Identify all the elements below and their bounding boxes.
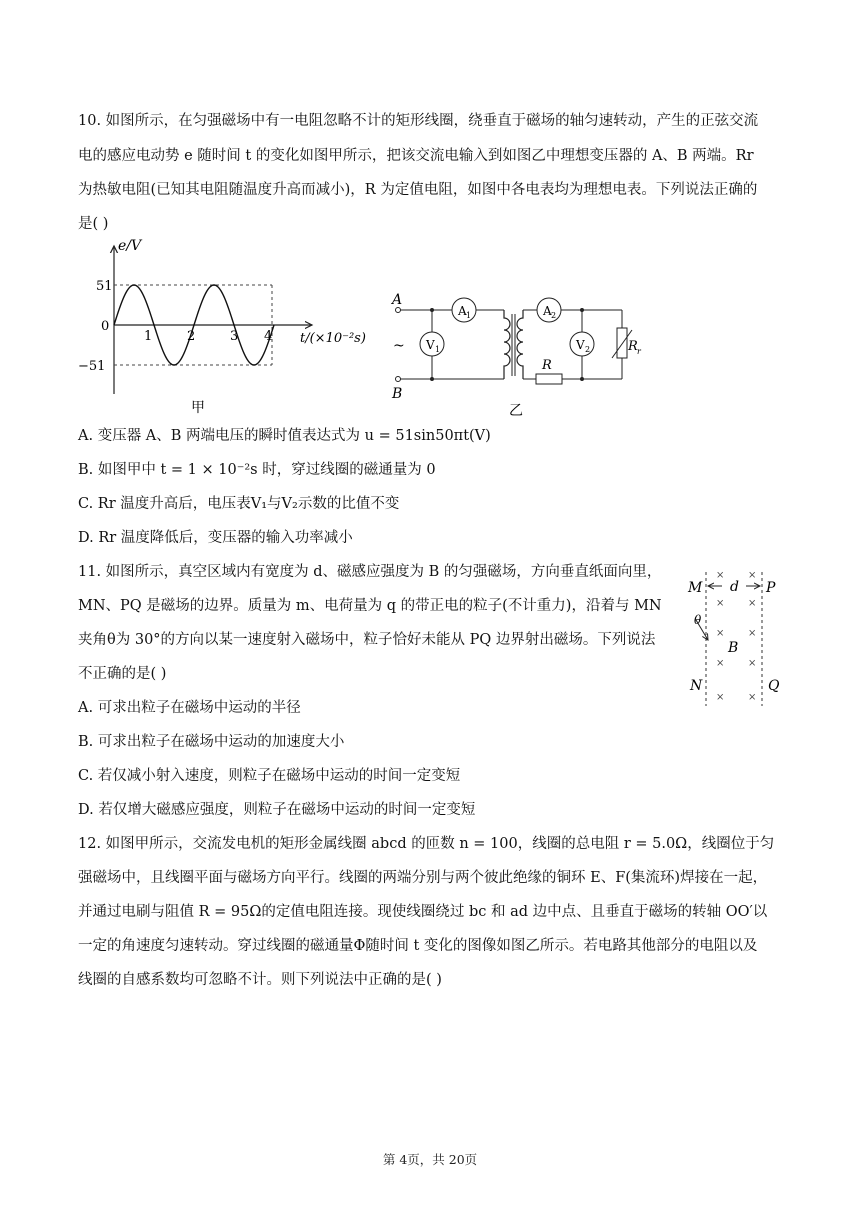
tick-3: 3 <box>230 329 239 344</box>
figure-yi-circuit <box>384 288 660 420</box>
q11-option-c: C. 若仅减小射入速度，则粒子在磁场中运动的时间一定变短 <box>78 768 461 784</box>
thermistor-rr <box>617 328 627 358</box>
q11-option-b: B. 可求出粒子在磁场中运动的加速度大小 <box>78 734 345 750</box>
y-axis-label: e/V <box>118 238 142 254</box>
q12-line-4: 一定的角速度匀速转动。穿过线圈的磁通量Φ随时间 t 变化的图像如图乙所示。若电路其他部分的电阻以及 <box>78 938 758 954</box>
terminal-A-label: A <box>392 292 403 308</box>
field-cross: × <box>748 628 757 639</box>
field-cross: × <box>748 598 757 609</box>
svg-text:V: V <box>426 338 435 352</box>
q10-option-c: C. Rr 温度升高后，电压表V₁与V₂示数的比值不变 <box>78 496 400 512</box>
svg-text:A: A <box>543 304 552 318</box>
field-cross: × <box>748 658 757 669</box>
field-cross: × <box>716 658 725 669</box>
q12-line-2: 强磁场中，且线圈平面与磁场方向平行。线圈的两端分别与两个彼此绝缘的铜环 E、F(集流环)焊接在一起， <box>78 870 768 886</box>
secondary-coil <box>517 310 523 379</box>
caption-jia: 甲 <box>191 400 205 416</box>
ac-source-symbol: ~ <box>393 338 405 354</box>
primary-coil <box>504 310 510 379</box>
terminal-B-label: B <box>392 386 403 402</box>
field-cross: × <box>716 628 725 639</box>
q10-option-a: A. 变压器 A、B 两端电压的瞬时值表达式为 u = 51sin50πt(V) <box>78 428 491 444</box>
field-cross: × <box>748 692 757 703</box>
figure-q11-magnetic-field <box>684 566 794 710</box>
page-footer: 第 4页，共 20页 <box>382 1152 478 1167</box>
q11-line-2: MN、PQ 是磁场的边界。质量为 m、电荷量为 q 的带正电的粒子(不计重力)，沿着与 MN <box>78 598 662 614</box>
svg-text:R: R <box>628 339 638 354</box>
x-axis-label: t/(×10⁻²s) <box>300 331 366 346</box>
q11-line-4: 不正确的是( ) <box>78 666 167 682</box>
q12-line-5: 线圈的自感系数均可忽略不计。则下列说法中正确的是( ) <box>78 972 442 988</box>
svg-text:1: 1 <box>435 345 441 354</box>
q11-option-d: D. 若仅增大磁感应强度，则粒子在磁场中运动的时间一定变短 <box>78 802 476 818</box>
svg-text:2: 2 <box>585 345 591 354</box>
caption-yi: 乙 <box>509 403 523 419</box>
q10-line-4: 是( ) <box>78 216 109 232</box>
svg-text:r: r <box>637 347 641 356</box>
field-cross: × <box>716 570 725 581</box>
y-pos-label: 51 <box>96 279 113 294</box>
svg-text:R: R <box>542 358 552 373</box>
y-neg-label: −51 <box>78 359 106 374</box>
q10-line-2: 电的感应电动势 e 随时间 t 的变化如图甲所示，把该交流电输入到如图乙中理想变压器的 A、B 两端。Rr <box>78 148 754 164</box>
figure-jia-sine-graph <box>74 236 374 420</box>
tick-1: 1 <box>144 329 153 344</box>
svg-text:2: 2 <box>551 311 557 320</box>
q10-option-d: D. Rr 温度降低后，变压器的输入功率减小 <box>78 530 353 546</box>
svg-text:P: P <box>766 580 776 596</box>
field-cross: × <box>748 570 757 581</box>
svg-text:B: B <box>728 640 739 656</box>
q10-line-1: 10. 如图所示，在匀强磁场中有一电阻忽略不计的矩形线圈，绕垂直于磁场的轴匀速转动，产生的正弦交流 <box>78 113 759 129</box>
resistor-r <box>536 374 562 384</box>
q10-line-3: 为热敏电阻(已知其电阻随温度升高而减小)，R 为定值电阻，如图中各电表均为理想电表。下列说法正确的 <box>78 182 758 198</box>
q11-line-1: 11. 如图所示，真空区域内有宽度为 d、磁感应强度为 B 的匀强磁场，方向垂直纸面向里， <box>78 564 662 580</box>
svg-text:V: V <box>576 338 585 352</box>
q12-line-3: 并通过电刷与阻值 R = 95Ω的定值电阻连接。现使线圈绕过 bc 和 ad 边中点、且垂直于磁场的转轴 OO′以 <box>78 904 768 920</box>
field-cross: × <box>716 598 725 609</box>
q12-line-1: 12. 如图甲所示，交流发电机的矩形金属线圈 abcd 的匝数 n = 100，线圈的总电阻 r = 5.0Ω，线圈位于匀 <box>78 836 775 852</box>
q10-option-b: B. 如图甲中 t = 1 × 10⁻²s 时，穿过线圈的磁通量为 0 <box>78 462 436 478</box>
svg-text:M: M <box>688 580 703 596</box>
q11-line-3: 夹角θ为 30°的方向以某一速度射入磁场中，粒子恰好未能从 PQ 边界射出磁场。下列说法 <box>78 632 656 648</box>
svg-text:θ: θ <box>694 613 702 627</box>
field-cross: × <box>716 692 725 703</box>
origin-label: 0 <box>101 319 110 334</box>
svg-text:A: A <box>458 304 467 318</box>
svg-text:d: d <box>730 579 739 595</box>
svg-text:N: N <box>690 678 703 694</box>
svg-text:1: 1 <box>466 311 472 320</box>
svg-text:Q: Q <box>768 678 780 694</box>
q11-option-a: A. 可求出粒子在磁场中运动的半径 <box>78 700 301 716</box>
tick-4: 4 <box>264 329 273 344</box>
tick-2: 2 <box>187 329 196 344</box>
